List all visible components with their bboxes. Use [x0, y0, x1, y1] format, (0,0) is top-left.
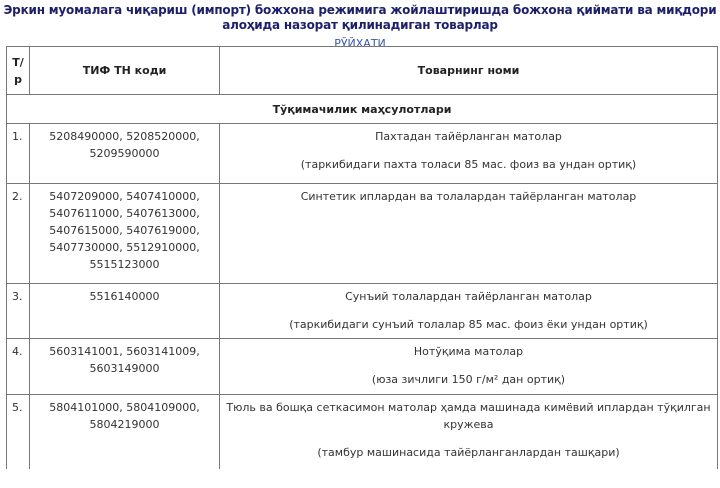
row-name-cell — [220, 284, 718, 339]
document-title: Эркин муомалага чиқариш (импорт) божхона режимига жойлаштиришда божхона қиймати ва миқдори алоҳида назорат қилинадиган товарлар — [3, 3, 717, 32]
row-num: 5. — [7, 395, 30, 469]
row-num: 1. — [7, 124, 30, 184]
row-codes: 5208490000, 5208520000, 5209590000 — [30, 124, 220, 184]
table-row — [7, 184, 718, 284]
row-name: Сунъий толалардан тайёрланган матолар — [345, 290, 592, 303]
row-name-cell — [220, 395, 718, 469]
table-row — [7, 284, 718, 339]
section-title: Тўқимачилик маҳсулотлари — [7, 95, 718, 124]
section-row — [7, 95, 718, 124]
row-num: 2. — [7, 184, 30, 284]
row-name: Синтетик иплардан ва толалардан тайёрланган матолар — [300, 190, 637, 203]
row-codes: 5804101000, 5804109000, 5804219000 — [30, 395, 220, 469]
header-code: ТИФ ТН коди — [30, 47, 220, 95]
row-codes: 5407209000, 5407410000, 5407611000, 5407613000, 5407615000, 5407619000, 5407730000, 5512910000, 5515123000 — [30, 184, 220, 284]
row-note: (юза зичлиги 150 г/м² дан ортиқ) — [371, 373, 566, 386]
row-codes: 5516140000 — [30, 284, 220, 339]
row-codes: 5603141001, 5603141009, 5603149000 — [30, 339, 220, 395]
table-row — [7, 339, 718, 395]
row-name: Пахтадан тайёрланган матолар — [375, 130, 562, 143]
goods-table — [6, 46, 718, 469]
row-num: 4. — [7, 339, 30, 395]
row-note: (таркибидаги сунъий толалар 85 мас. фоиз ёки ундан ортиқ) — [289, 318, 648, 331]
row-num: 3. — [7, 284, 30, 339]
table-row — [7, 124, 718, 184]
document-subtitle: РЎЙХАТИ — [334, 37, 386, 50]
header-num: Т/р — [7, 47, 30, 95]
row-name: Нотўқима матолар — [413, 345, 524, 358]
row-name: Тюль ва бошқа сеткасимон матолар ҳамда машинада кимёвий иплардан тўқилган кружева — [226, 401, 711, 431]
table-row — [7, 395, 718, 469]
row-note: (тамбур машинасида тайёрланганлардан ташқари) — [317, 446, 620, 459]
header-name: Товарнинг номи — [220, 47, 718, 95]
row-name-cell — [220, 339, 718, 395]
header-row — [7, 47, 718, 95]
row-name-cell — [220, 124, 718, 184]
row-name-cell — [220, 184, 718, 284]
row-note: (таркибидаги пахта толаси 85 мас. фоиз ва ундан ортиқ) — [300, 158, 637, 171]
